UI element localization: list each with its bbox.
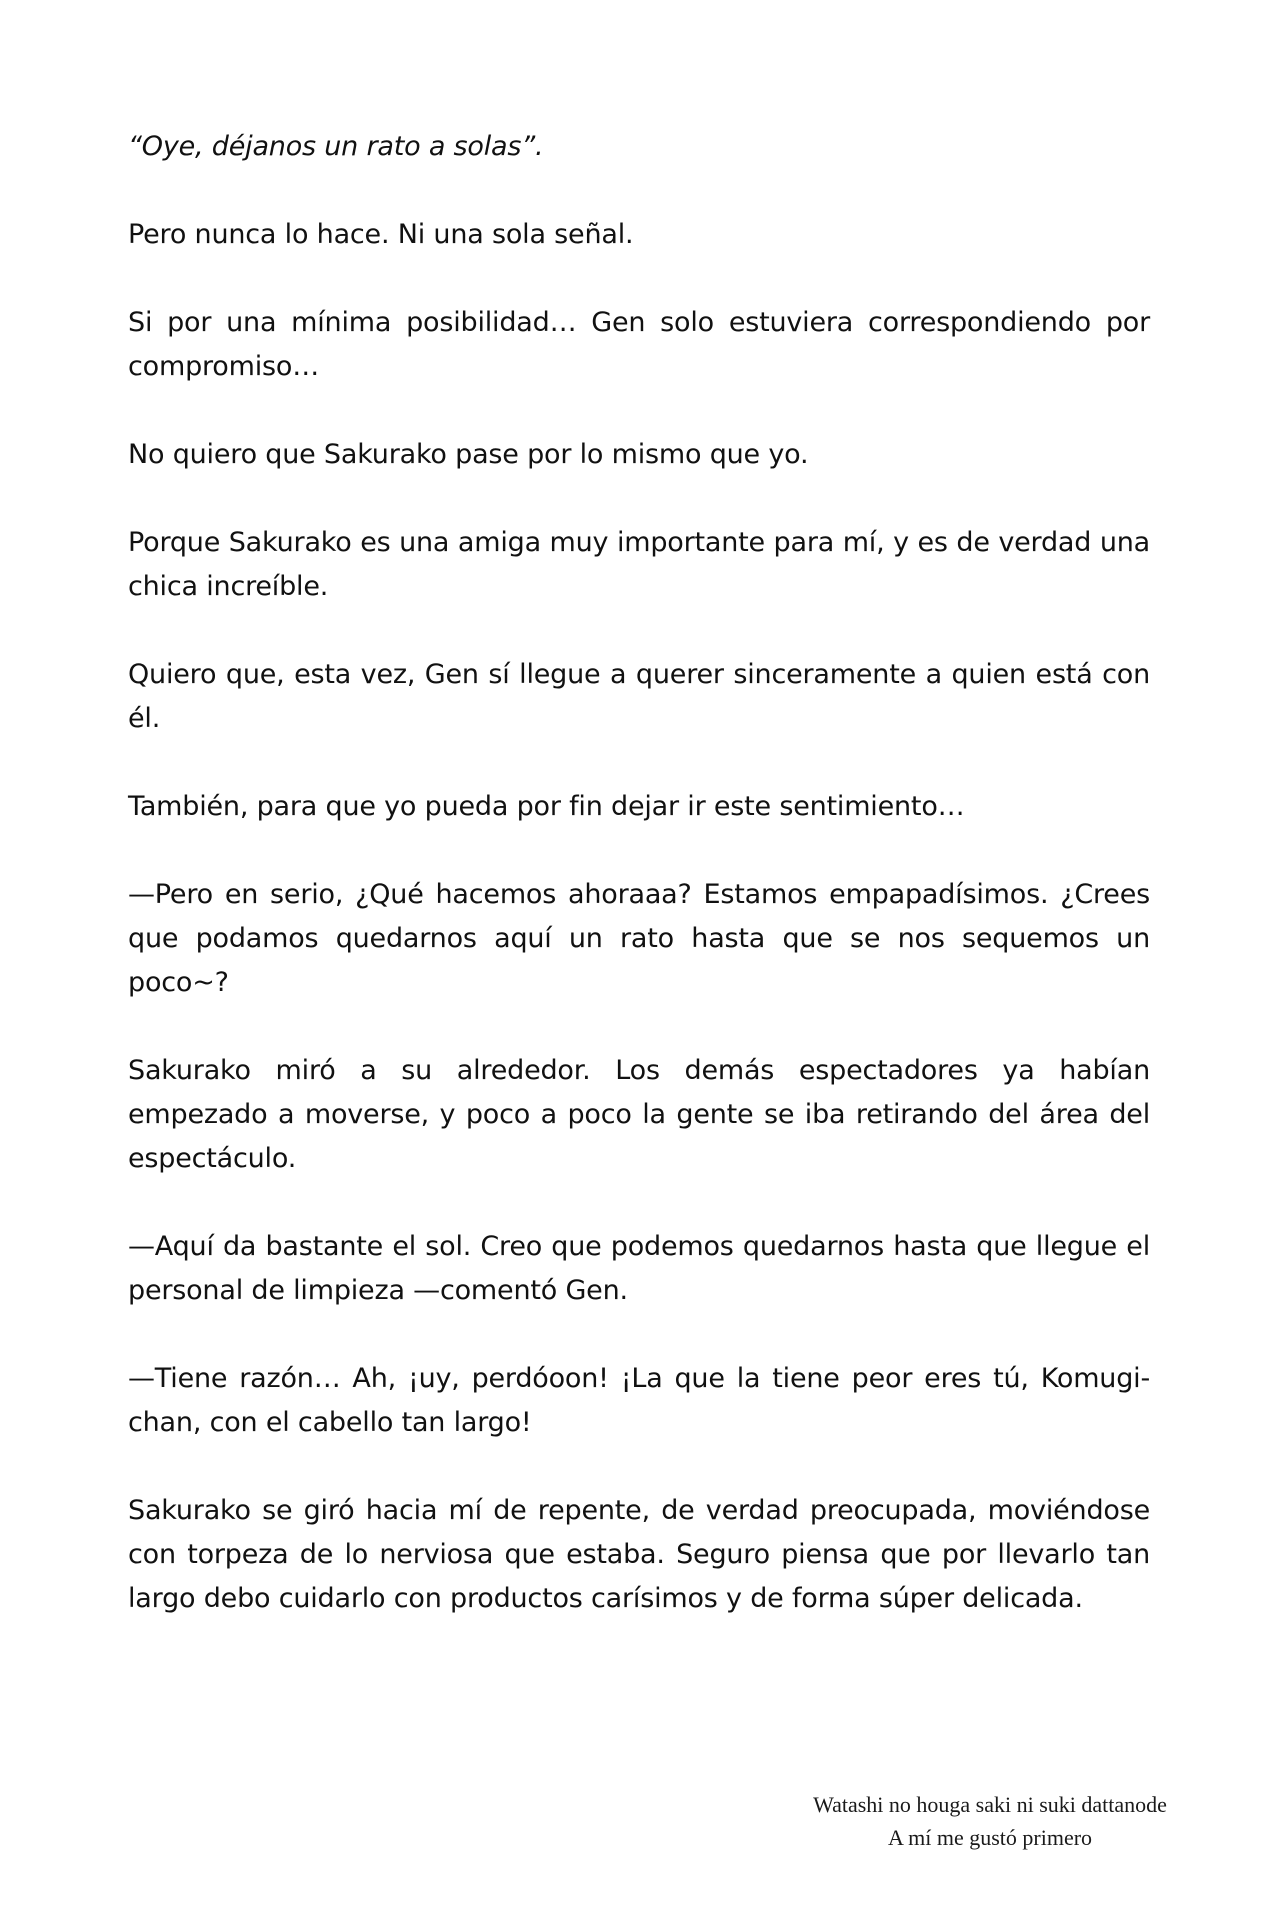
- paragraph-dialogue: —Tiene razón… Ah, ¡uy, perdóoon! ¡La que la tiene peor eres tú, Komugi-chan, con el cabello tan largo!: [128, 1363, 1150, 1438]
- paragraph: No quiero que Sakurako pase por lo mismo que yo.: [128, 439, 809, 470]
- paragraph: Quiero que, esta vez, Gen sí llegue a querer sinceramente a quien está con él.: [128, 659, 1150, 734]
- footer-title-romaji: Watashi no houga saki ni suki dattanode: [813, 1792, 1167, 1817]
- footer-title-spanish: A mí me gustó primero: [887, 1825, 1093, 1850]
- paragraph: Sakurako se giró hacia mí de repente, de verdad preocupada, moviéndose con torpeza de lo nerviosa que estaba. Seguro piensa que por llevarlo tan largo debo cuidarlo con productos carísimos y de forma súper delicada.: [128, 1495, 1150, 1614]
- page-footer: [700, 1788, 1280, 1854]
- document-body: [128, 125, 1150, 1665]
- paragraph-dialogue: —Pero en serio, ¿Qué hacemos ahoraaa? Estamos empapadísimos. ¿Crees que podamos quedarnos aquí un rato hasta que se nos sequemos un poco~?: [128, 879, 1150, 998]
- paragraph: También, para que yo pueda por fin dejar ir este sentimiento…: [128, 791, 965, 822]
- paragraph: Si por una mínima posibilidad… Gen solo estuviera correspondiendo por compromiso…: [128, 307, 1150, 382]
- paragraph: Porque Sakurako es una amiga muy importante para mí, y es de verdad una chica increíble.: [128, 527, 1150, 602]
- paragraph: Pero nunca lo hace. Ni una sola señal.: [128, 219, 634, 250]
- paragraph-quote: “Oye, déjanos un rato a solas”.: [128, 131, 544, 162]
- paragraph: Sakurako miró a su alrededor. Los demás espectadores ya habían empezado a moverse, y poco a poco la gente se iba retirando del área del espectáculo.: [128, 1055, 1150, 1174]
- paragraph-dialogue: —Aquí da bastante el sol. Creo que podemos quedarnos hasta que llegue el personal de limpieza —comentó Gen.: [128, 1231, 1150, 1306]
